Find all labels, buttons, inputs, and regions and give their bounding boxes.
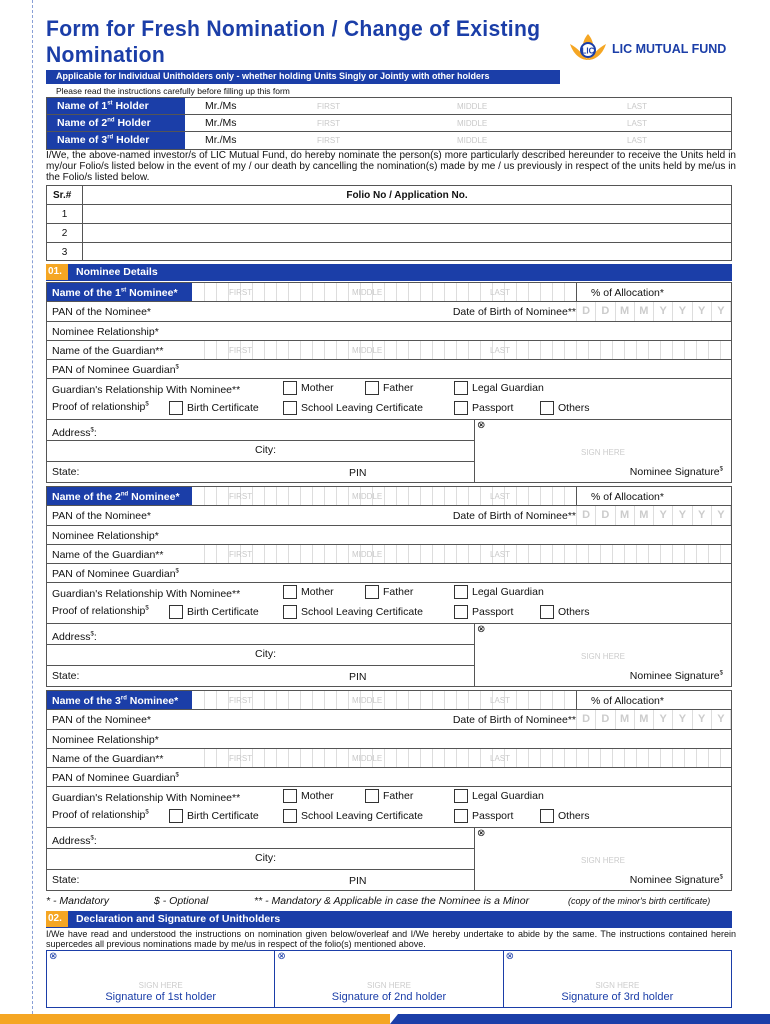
sr-header: Sr.# [47, 186, 83, 204]
allocation-field[interactable]: % of Allocation* [576, 487, 731, 505]
relationship-row[interactable] [46, 322, 732, 341]
state-row[interactable] [47, 461, 474, 483]
pan-row[interactable] [46, 710, 732, 730]
cut-line [32, 0, 33, 1024]
sign-mark-icon: ⊗ [49, 951, 58, 962]
nominee-signature-caption: Nominee Signature$ [629, 670, 723, 682]
signature-caption: Signature of 1st holder [105, 991, 216, 1003]
nominee-signature-box[interactable] [474, 624, 731, 686]
guardian-rel-row [46, 787, 732, 807]
folio-row-number: 3 [47, 243, 83, 260]
pan-label: PAN of the Nominee* [52, 306, 152, 318]
nominee-signature-caption: Nominee Signature$ [629, 874, 723, 886]
holder-name-input[interactable]: FIRST MIDDLE LAST [317, 119, 648, 128]
relationship-label: Nominee Relationship* [52, 326, 159, 338]
nominee-signature-box[interactable] [474, 420, 731, 482]
dob-input[interactable]: D D M M Y Y Y Y [576, 506, 731, 525]
option-passport[interactable]: Passport [454, 605, 513, 619]
address-block[interactable] [46, 828, 732, 891]
folio-header: Folio No / Application No. [346, 190, 468, 201]
checkbox[interactable] [283, 809, 297, 823]
footer-bar [0, 1014, 770, 1024]
holder-label: Name of 3rd Holder [47, 132, 187, 149]
holder-label: Name of 2nd Holder [47, 115, 187, 131]
guardian-name-label: Name of the Guardian** [52, 345, 164, 357]
checkbox[interactable] [454, 585, 468, 599]
nominee-name-row[interactable]: Name of the 1st Nominee* FIRST MIDDLE LAST % of Allocation* [46, 282, 732, 302]
checkbox[interactable] [283, 789, 297, 803]
guardian-pan-row[interactable] [46, 768, 732, 787]
nominee-block-3 [46, 690, 732, 891]
sign-here-hint: SIGN HERE [138, 981, 183, 990]
option-father[interactable]: Father [365, 789, 413, 803]
signature-box-3[interactable] [504, 951, 731, 1007]
allocation-field[interactable]: % of Allocation* [576, 283, 731, 301]
nominee-block-1 [46, 282, 732, 483]
instruction-note: Please read the instructions carefully before filling up this form [56, 86, 290, 96]
guardian-rel-label: Guardian's Relationship With Nominee** [52, 588, 241, 600]
holder-row [47, 115, 731, 132]
state-label: State: [52, 670, 80, 682]
option-school-cert[interactable]: School Leaving Certificate [283, 605, 423, 619]
pan-row[interactable] [46, 506, 732, 526]
sign-here-hint: SIGN HERE [366, 981, 411, 990]
checkbox[interactable] [454, 381, 468, 395]
sign-mark-icon: ⊗ [505, 951, 515, 962]
checkbox[interactable] [169, 401, 183, 415]
guardian-name-row[interactable]: Name of the Guardian** FIRST MIDDLE LAST [46, 341, 732, 360]
pan-label: PAN of the Nominee* [52, 510, 152, 522]
pan-label: PAN of the Nominee* [52, 714, 152, 726]
option-birth-cert[interactable]: Birth Certificate [169, 401, 259, 415]
sign-here-hint: SIGN HERE [580, 856, 625, 865]
option-others[interactable]: Others [540, 605, 590, 619]
sign-here-hint: SIGN HERE [580, 652, 625, 661]
proof-label: Proof of relationship$ [52, 809, 149, 821]
legend-optional: $ - Optional [154, 895, 209, 907]
sign-mark-icon: ⊗ [477, 624, 486, 635]
nominee-name-row[interactable]: Name of the 2nd Nominee* FIRST MIDDLE LAST % of Allocation* [46, 486, 732, 506]
guardian-name-label: Name of the Guardian** [52, 549, 164, 561]
proof-label: Proof of relationship$ [52, 605, 149, 617]
sign-here-hint: SIGN HERE [580, 448, 625, 457]
nominee-signature-caption: Nominee Signature$ [629, 466, 723, 478]
nominee-name-label: Name of the 1st Nominee* [47, 283, 192, 301]
option-birth-cert[interactable]: Birth Certificate [169, 809, 259, 823]
allocation-field[interactable]: % of Allocation* [576, 691, 731, 709]
logo-text: LIC MUTUAL FUND [612, 42, 727, 56]
nominee-name-label: Name of the 2nd Nominee* [47, 487, 192, 505]
applicability-banner: Applicable for Individual Unitholders only - whether holding Units Singly or Jointly with other holders [46, 70, 560, 84]
checkbox[interactable] [365, 789, 379, 803]
holder-name-input[interactable]: FIRST MIDDLE LAST [317, 102, 648, 111]
holder-name-input[interactable]: FIRST MIDDLE LAST [317, 136, 648, 145]
checkbox[interactable] [540, 605, 554, 619]
option-father[interactable]: Father [365, 585, 413, 599]
checkbox[interactable] [454, 809, 468, 823]
address-block[interactable] [46, 420, 732, 483]
holder-row [47, 132, 731, 149]
guardian-name-row[interactable]: Name of the Guardian** FIRST MIDDLE LAST [46, 545, 732, 564]
option-school-cert[interactable]: School Leaving Certificate [283, 809, 423, 823]
nominee-block-2 [46, 486, 732, 687]
signature-box-1[interactable] [47, 951, 275, 1007]
relationship-label: Nominee Relationship* [52, 734, 159, 746]
address-block[interactable] [46, 624, 732, 687]
option-legal-guardian[interactable]: Legal Guardian [454, 789, 544, 803]
guardian-pan-label: PAN of Nominee Guardian$ [52, 772, 179, 784]
checkbox[interactable] [540, 401, 554, 415]
unitholder-signatures [46, 950, 732, 1008]
nominee-signature-box[interactable] [474, 828, 731, 890]
option-mother[interactable]: Mother [283, 789, 334, 803]
section-title: Nominee Details [68, 264, 732, 280]
option-mother[interactable]: Mother [283, 381, 334, 395]
checkbox[interactable] [540, 809, 554, 823]
guardian-name-label: Name of the Guardian** [52, 753, 164, 765]
folio-table [46, 185, 732, 261]
checkbox[interactable] [454, 605, 468, 619]
option-others[interactable]: Others [540, 809, 590, 823]
guardian-pan-row[interactable] [46, 360, 732, 379]
nominee-name-row[interactable]: Name of the 3rd Nominee* FIRST MIDDLE LAST % of Allocation* [46, 690, 732, 710]
dob-input[interactable]: D D M M Y Y Y Y [576, 302, 731, 321]
option-passport[interactable]: Passport [454, 809, 513, 823]
checkbox[interactable] [283, 605, 297, 619]
sign-mark-icon: ⊗ [477, 828, 486, 839]
svg-text:LIC: LIC [581, 46, 595, 56]
holder-row [47, 98, 731, 115]
proof-row [46, 603, 732, 624]
state-label: State: [52, 466, 80, 478]
dob-label: Date of Birth of Nominee** [452, 714, 576, 726]
legend-minor: ** - Mandatory & Applicable in case the Nominee is a Minor [254, 895, 530, 907]
legend-minor-note: (copy of the minor's birth certificate) [568, 896, 711, 906]
guardian-pan-row[interactable] [46, 564, 732, 583]
dob-input[interactable]: D D M M Y Y Y Y [576, 710, 731, 729]
pin-label: PIN [349, 671, 367, 683]
form-title: Form for Fresh Nomination / Change of Existing Nomination [46, 16, 541, 67]
pan-row[interactable] [46, 302, 732, 322]
folio-row-number: 1 [47, 205, 83, 223]
sign-here-hint: SIGN HERE [595, 981, 640, 990]
section-number: 01. [46, 264, 68, 280]
relationship-label: Nominee Relationship* [52, 530, 159, 542]
salutation: Mr./Ms [205, 134, 237, 146]
city-label: City: [255, 648, 276, 660]
folio-input-2[interactable] [83, 224, 731, 242]
holder-names-table [46, 97, 732, 150]
state-row[interactable] [47, 869, 474, 891]
option-passport[interactable]: Passport [454, 401, 513, 415]
checkbox[interactable] [365, 381, 379, 395]
dob-label: Date of Birth of Nominee** [452, 510, 576, 522]
city-label: City: [255, 444, 276, 456]
city-label: City: [255, 852, 276, 864]
pin-label: PIN [349, 875, 367, 887]
nominee-name-label: Name of the 3rd Nominee* [47, 691, 192, 709]
pin-label: PIN [349, 467, 367, 479]
signature-box-2[interactable] [275, 951, 503, 1007]
folio-row-number: 2 [47, 224, 83, 242]
proof-row [46, 399, 732, 420]
relationship-row[interactable] [46, 730, 732, 749]
folio-input-3[interactable] [83, 243, 731, 260]
checkbox[interactable] [283, 585, 297, 599]
folio-input-1[interactable] [83, 205, 731, 223]
state-label: State: [52, 874, 80, 886]
declaration-text: I/We have read and understood the instructions on nomination given below/overleaf and I/We hereby undertake to abide by the same. The instructions contained herein supercedes all previous nominations made by me/us in respect of the folio(s) mentioned above. [46, 929, 736, 949]
option-school-cert[interactable]: School Leaving Certificate [283, 401, 423, 415]
guardian-name-row[interactable]: Name of the Guardian** FIRST MIDDLE LAST [46, 749, 732, 768]
sign-mark-icon: ⊗ [277, 951, 286, 962]
checkbox[interactable] [365, 585, 379, 599]
guardian-rel-label: Guardian's Relationship With Nominee** [52, 384, 241, 396]
section-title: Declaration and Signature of Unitholders [68, 911, 732, 927]
salutation: Mr./Ms [205, 117, 237, 129]
guardian-rel-label: Guardian's Relationship With Nominee** [52, 792, 241, 804]
option-father[interactable]: Father [365, 381, 413, 395]
legend-mandatory: * - Mandatory [46, 895, 110, 907]
guardian-rel-row [46, 379, 732, 399]
guardian-rel-row [46, 583, 732, 603]
option-legal-guardian[interactable]: Legal Guardian [454, 381, 544, 395]
signature-caption: Signature of 3rd holder [561, 991, 674, 1003]
lotus-icon [566, 28, 610, 68]
guardian-pan-label: PAN of Nominee Guardian$ [52, 568, 179, 580]
nomination-declaration-paragraph: I/We, the above-named investor/s of LIC Mutual Fund, do hereby nominate the person(s) more particularly described hereunder to receive the Units held in my/our Folio/s listed below in the event of my / our death by cancelling the nomination(s) made by me / us previously in respect of the units held by me/us in the Folio/s listed below. [46, 150, 736, 183]
relationship-row[interactable] [46, 526, 732, 545]
checkbox[interactable] [454, 789, 468, 803]
proof-label: Proof of relationship$ [52, 401, 149, 413]
checkbox[interactable] [283, 381, 297, 395]
option-birth-cert[interactable]: Birth Certificate [169, 605, 259, 619]
holder-label: Name of 1st Holder [47, 98, 187, 114]
sign-mark-icon: ⊗ [477, 420, 486, 431]
dob-label: Date of Birth of Nominee** [452, 306, 576, 318]
section-declaration [46, 911, 732, 928]
checkbox[interactable] [283, 401, 297, 415]
checkbox[interactable] [169, 605, 183, 619]
option-others[interactable]: Others [540, 401, 590, 415]
address-label: Address$: [52, 835, 97, 847]
option-legal-guardian[interactable]: Legal Guardian [454, 585, 544, 599]
checkbox[interactable] [454, 401, 468, 415]
option-mother[interactable]: Mother [283, 585, 334, 599]
state-row[interactable] [47, 665, 474, 687]
address-label: Address$: [52, 631, 97, 643]
section-nominee-details [46, 264, 732, 281]
salutation: Mr./Ms [205, 100, 237, 112]
proof-row [46, 807, 732, 828]
signature-caption: Signature of 2nd holder [331, 991, 447, 1003]
guardian-pan-label: PAN of Nominee Guardian$ [52, 364, 179, 376]
checkbox[interactable] [169, 809, 183, 823]
address-label: Address$: [52, 427, 97, 439]
section-number: 02. [46, 911, 68, 927]
lic-logo [566, 28, 766, 68]
